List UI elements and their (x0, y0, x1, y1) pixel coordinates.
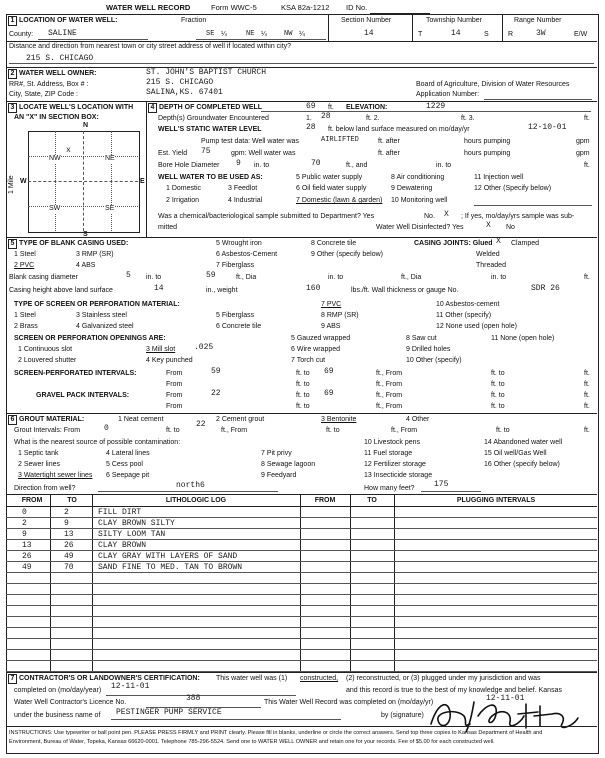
casing-pvc: 2 PVC (14, 262, 35, 269)
licence-value: 388 (186, 694, 201, 703)
form-number: Form WWC-5 (211, 3, 257, 12)
grout-ft-to-3: ft. to (496, 427, 510, 434)
completed-value: 12-11-01 (111, 682, 150, 691)
ksa-ref: KSA 82a-1212 (281, 3, 330, 12)
application-label: Application Number: (416, 91, 480, 98)
feet-value: 175 (434, 480, 449, 489)
record-text: and this record is true to the best of my knowledge and belief. Kansas (346, 687, 562, 694)
diam-ft-2: ft., Dia (401, 274, 422, 281)
openings-label: SCREEN OR PERFORATION OPENINGS ARE: (14, 335, 166, 342)
range-r: R (508, 31, 514, 38)
log-row-1-to: 2 (64, 508, 69, 517)
address-value: 215 S. CHICAGO (146, 78, 214, 87)
static-rest: ft. below land surface measured on mo/day/yr (328, 126, 470, 133)
township-t: T (418, 31, 423, 38)
scr-ft-end: ft. (584, 370, 590, 377)
cert-rest: (2) reconstructed, or (3) plugged under my jurisdiction and was (346, 675, 541, 682)
clamped-label: Clamped (511, 240, 540, 247)
elevation-value: 1229 (426, 102, 446, 111)
distance-label: Distance and direction from nearest town or city street address of well if located within city? (9, 43, 292, 50)
open-mill-slot: 3 Mill slot (146, 346, 176, 353)
log-grid-line (6, 627, 597, 628)
depth-value: 69 (306, 102, 316, 111)
gravel-ft-to-4: ft. to (491, 403, 505, 410)
log-grid-line (6, 638, 597, 639)
screen-stainless: 3 Stainless steel (76, 312, 127, 319)
screen-from: 59 (211, 367, 221, 376)
section-value: 14 (364, 29, 374, 38)
diameter-value: 5 (126, 271, 131, 280)
screen-fiberglass: 5 Fiberglass (216, 312, 255, 319)
depth-label: DEPTH OF COMPLETED WELL (159, 104, 263, 111)
use-11: 11 Injection well (474, 174, 524, 181)
section-box-label: AN "X" IN SECTION BOX: (14, 114, 99, 121)
diam-in-to-2: in. to (328, 274, 344, 281)
form-title: WATER WELL RECORD (106, 3, 191, 12)
log-row-2-from: 2 (22, 519, 27, 528)
contam-insecticide: 13 Insecticide storage (364, 472, 433, 479)
water-well-record-form (6, 4, 599, 754)
log-row-6-from: 49 (22, 563, 32, 572)
log-row-1-desc: FILL DIRT (98, 508, 142, 517)
cert-constructed: constructed, (300, 675, 339, 682)
grout-ft-to: ft. to (166, 427, 180, 434)
contam-septic: 1 Septic tank (18, 450, 59, 457)
bore-to-value: 70 (311, 159, 321, 168)
gravel-from-label-2: From (166, 403, 183, 410)
log-header-to-2: TO (367, 497, 377, 504)
casing-fiberglass: 7 Fiberglass (216, 262, 255, 269)
bore-in-to-2: in. to (436, 162, 452, 169)
screen-concrete: 6 Concrete tile (216, 323, 262, 330)
open-drilled: 9 Drilled holes (406, 346, 451, 353)
gauge-value: SDR 26 (531, 284, 560, 293)
chem-label: Was a chemical/bacteriological sample submitted to Department? Yes (158, 213, 375, 220)
yield-hours: hours pumping (464, 150, 511, 157)
log-grid-line (6, 517, 597, 518)
log-grid-line (6, 539, 597, 540)
use-2: 2 Irrigation (166, 197, 200, 204)
section-3-number: 3 (8, 103, 17, 113)
section-box (28, 131, 140, 233)
gravel-ft-end-2: ft. (584, 403, 590, 410)
yield-value: 75 (201, 147, 211, 156)
section-2-number: 2 (8, 69, 17, 79)
log-row-2-to: 9 (64, 519, 69, 528)
screen-intervals-label: SCREEN-PERFORATED INTERVALS: (14, 370, 137, 377)
screen-to: 69 (324, 367, 334, 376)
height-label: Casing height above land surface (9, 287, 113, 294)
contam-watertight: 3 Watertight sewer lines (18, 472, 93, 479)
bore-value: 9 (236, 159, 241, 168)
contam-cess: 5 Cess pool (106, 461, 143, 468)
county-label: County: (9, 31, 34, 38)
pump-hours: hours pumping (464, 138, 511, 145)
gw-end: ft. (584, 115, 590, 122)
grout-neat-cement: 1 Neat cement (118, 416, 164, 423)
weight-rest: lbs./ft. Wall thickness or gauge No. (351, 287, 459, 294)
township-s: S (484, 31, 489, 38)
grout-other: 4 Other (406, 416, 430, 423)
log-row-3-desc: SILTY LOOM TAN (98, 530, 166, 539)
screen-galvanized: 4 Galvanized steel (76, 323, 134, 330)
quadrant-se: SE (105, 205, 115, 212)
casing-concrete: 8 Concrete tile (311, 240, 357, 247)
business-label: under the business name of (14, 712, 101, 719)
signature-image (426, 694, 596, 734)
scr-ft-to-4: ft. to (491, 381, 505, 388)
screen-abs: 9 ABS (321, 323, 341, 330)
use-5: 5 Public water supply (296, 174, 363, 181)
disinfect-label: Water Well Disinfected? Yes (376, 224, 464, 231)
casing-other: 9 Other (specify below) (311, 251, 383, 258)
compass-s: S (83, 231, 88, 238)
scr-ft-to-2: ft. to (491, 370, 505, 377)
casing-abs: 4 ABS (76, 262, 96, 269)
quadrant-nw: NW (49, 155, 61, 162)
log-row-3-to: 13 (64, 530, 74, 539)
weight-value: 160 (306, 284, 321, 293)
gw-3-label: ft. 3. (461, 115, 475, 122)
groundwater-value: 28 (321, 112, 331, 121)
grout-ft-from: ft., From (221, 427, 248, 434)
log-row-5-from: 26 (22, 552, 32, 561)
chem-no: No. (424, 213, 435, 220)
open-other: 10 Other (specify) (406, 357, 462, 364)
log-row-4-to: 26 (64, 541, 74, 550)
log-row-4-from: 13 (22, 541, 32, 550)
board-label: Board of Agriculture, Division of Water Resources (416, 81, 570, 88)
open-key-punched: 4 Key punched (146, 357, 193, 364)
open-none: 11 None (open hole) (491, 335, 555, 342)
cert-text: This water well was (1) (216, 675, 288, 682)
instructions-line-2: Environment, Bureau of Water, Topeka, Kansas 66620-0001. Telephone 785-296-5524. Send one to WATER WELL OWNER and retain one for your records. Fee of $5.00 for each constructed well. (9, 739, 495, 745)
location-x-mark: x (66, 146, 71, 155)
gravel-ft-to: ft. to (296, 392, 310, 399)
diam-in-to: in. to (146, 274, 162, 281)
log-row-5-to: 49 (64, 552, 74, 561)
fraction-2: NE (246, 30, 255, 38)
city-label: City, State, ZIP Code : (9, 91, 78, 98)
height-rest: in., weight (206, 287, 238, 294)
joints-label: CASING JOINTS: Glued (414, 240, 493, 247)
fraction-1: SE (206, 30, 215, 38)
disinfect-x: X (486, 221, 491, 230)
business-value: PESTINGER PUMP SERVICE (116, 708, 222, 717)
gravel-from-label: From (166, 392, 183, 399)
scr-ft-end-2: ft. (584, 381, 590, 388)
range-label: Range Number (514, 17, 562, 24)
gravel-ft-from-2: ft., From (376, 403, 403, 410)
log-grid-line (6, 583, 597, 584)
pump-gpm: gpm (576, 138, 590, 145)
screen-steel: 1 Steel (14, 312, 36, 319)
distance-value: 215 S. CHICAGO (26, 54, 94, 63)
grout-ft-to-2: ft. to (326, 427, 340, 434)
gravel-ft-to-2: ft. to (491, 392, 505, 399)
section-4-number: 4 (148, 103, 157, 113)
pump-after: ft. after (378, 138, 400, 145)
pump-label: Pump test data: Well water was (201, 138, 299, 145)
gravel-ft-to-3: ft. to (296, 403, 310, 410)
height-value: 14 (154, 284, 164, 293)
contam-sewer: 2 Sewer lines (18, 461, 61, 468)
screen-pvc: 7 PVC (321, 301, 342, 308)
quadrant-ne: NE (105, 155, 115, 162)
gravel-ft-from: ft., From (376, 392, 403, 399)
open-continuous: 1 Continuous slot (18, 346, 73, 353)
licence-label: Water Well Contractor's Licence No. (14, 699, 127, 706)
owner-value: ST. JOHN'S BAPTIST CHURCH (146, 68, 267, 77)
log-row-3-from: 9 (22, 530, 27, 539)
screen-rmp: 8 RMP (SR) (321, 312, 359, 319)
log-grid-line (6, 572, 597, 573)
casing-steel: 1 Steel (14, 251, 36, 258)
grout-from: 0 (104, 424, 109, 433)
log-header-from: FROM (21, 497, 43, 504)
direction-value: north6 (176, 481, 205, 490)
location-label: LOCATION OF WATER WELL: (19, 17, 118, 24)
bore-rest: ft., and (346, 162, 368, 169)
section-number-label: Section Number (341, 17, 392, 24)
quarter-1: ¼ (221, 31, 227, 38)
section-5-number: 5 (8, 239, 17, 249)
log-grid-line (6, 605, 597, 606)
contam-abandoned: 14 Abandoned water well (484, 439, 563, 446)
screen-other: 11 Other (specify) (436, 312, 492, 319)
contam-livestock: 10 Livestock pens (364, 439, 421, 446)
county-value: SALINE (48, 29, 77, 38)
open-torch: 7 Torch cut (291, 357, 326, 364)
contam-label: What is the nearest source of possible contamination: (14, 439, 181, 446)
scr-ft-to-3: ft. to (296, 381, 310, 388)
groundwater-label: Depth(s) Groundwater Encountered (158, 115, 269, 122)
screen-type-label: TYPE OF SCREEN OR PERFORATION MATERIAL: (14, 301, 180, 308)
compass-w: W (20, 178, 27, 185)
log-row-1-from: 0 (22, 508, 27, 517)
open-louvered: 2 Louvered shutter (18, 357, 77, 364)
use-7: 7 Domestic (lawn & garden) (296, 197, 383, 204)
quadrant-sw: SW (49, 205, 61, 212)
open-wire: 6 Wire wrapped (291, 346, 341, 353)
threaded-label: Threaded (476, 262, 506, 269)
address-label: RR#, St. Address, Box # : (9, 81, 89, 88)
static-date: 12-10-01 (528, 123, 567, 132)
contam-other: 16 Other (specify below) (484, 461, 560, 468)
static-value: 28 (306, 123, 316, 132)
gravel-label: GRAVEL PACK INTERVALS: (36, 392, 130, 399)
log-grid-line (6, 594, 597, 595)
diameter-to: 59 (206, 271, 216, 280)
contam-lagoon: 8 Sewage lagoon (261, 461, 316, 468)
cert-label: CONTRACTOR'S OR LANDOWNER'S CERTIFICATION: (19, 675, 200, 682)
owner-label: WATER WELL OWNER: (19, 70, 97, 77)
diam-rest: ft., Dia (236, 274, 257, 281)
contam-pit-privy: 7 Pit privy (261, 450, 292, 457)
chem-submitted: mitted (158, 224, 178, 231)
joints-x: X (496, 237, 501, 246)
disinfect-no: No (506, 224, 515, 231)
contam-seepage: 6 Seepage pit (106, 472, 150, 479)
range-value: 3W (536, 29, 546, 38)
screen-none: 12 None used (open hole) (436, 323, 517, 330)
gravel-ft-end: ft. (584, 392, 590, 399)
use-4: 4 Industrial (228, 197, 263, 204)
elevation-label: ELEVATION: (346, 104, 388, 111)
quarter-2: ¼ (261, 31, 267, 38)
scr-ft-from-2: ft., From (376, 381, 403, 388)
use-3: 3 Feedlot (228, 185, 258, 192)
casing-asbestos: 6 Asbestos-Cement (216, 251, 278, 258)
log-grid-line (6, 550, 597, 551)
log-row-5-desc: CLAY GRAY WITH LAYERS OF SAND (98, 552, 238, 561)
contam-oil-gas: 15 Oil well/Gas Well (484, 450, 547, 457)
quarter-3: ¼ (299, 31, 305, 38)
contam-lateral: 4 Lateral lines (106, 450, 150, 457)
scr-ft-to: ft. to (296, 370, 310, 377)
yield-after: ft. after (378, 150, 400, 157)
static-label: WELL'S STATIC WATER LEVEL (158, 126, 262, 133)
yield-label: Est. Yield (158, 150, 188, 157)
screen-brass: 2 Brass (14, 323, 38, 330)
gw-1-label: 1. (306, 115, 312, 122)
grout-bentonite: 3 Bentonite (321, 416, 357, 423)
log-row-4-desc: CLAY BROWN (98, 541, 147, 550)
log-header-from-2: FROM (314, 497, 336, 504)
scr-from-label: From (166, 370, 183, 377)
log-header-lithologic: LITHOLOGIC LOG (165, 497, 227, 504)
licence-rest: This Water Well Record was completed on (mo/day/yr) (264, 699, 434, 706)
grout-ft-end: ft. (584, 427, 590, 434)
section-6-number: 6 (8, 415, 17, 425)
casing-label: TYPE OF BLANK CASING USED: (19, 240, 129, 247)
township-label: Township Number (426, 17, 483, 24)
gw-2-label: ft. 2. (366, 115, 380, 122)
contam-fertilizer: 12 Fertilizer storage (364, 461, 426, 468)
instructions-line-1: INSTRUCTIONS: Use typewriter or ball point pen. PLEASE PRESS FIRMLY and PRINT clearly. Please fill in blanks, underline or circle the correct answers. Send top three copies to Kansas Department of Health and (9, 730, 543, 736)
log-grid-line (6, 561, 597, 562)
id-label: ID No. (346, 3, 368, 12)
log-row-2-desc: CLAY BROWN SILTY (98, 519, 175, 528)
compass-n: N (83, 122, 89, 129)
grout-cement: 2 Cement grout (216, 416, 265, 423)
mile-label: 1 Mile (8, 175, 15, 194)
direction-label: Direction from well? (14, 485, 76, 492)
casing-wrought-iron: 5 Wrought iron (216, 240, 262, 247)
open-saw: 8 Saw cut (406, 335, 437, 342)
bore-in-to: in. to (254, 162, 270, 169)
scr-ft-from: ft., From (376, 370, 403, 377)
log-grid-line (6, 660, 597, 661)
use-1: 1 Domestic (166, 185, 202, 192)
fraction-3: NW (284, 30, 293, 38)
use-10: 10 Monitoring well (391, 197, 448, 204)
grout-intervals-label: Grout Intervals: From (14, 427, 81, 434)
casing-rmp: 3 RMP (SR) (76, 251, 114, 258)
grout-to: 22 (196, 420, 206, 429)
log-header-plugging: PLUGGING INTERVALS (456, 497, 536, 504)
section-1-number: 1 (8, 16, 17, 26)
section-7-number: 7 (8, 674, 17, 684)
city-value: SALINA,KS. 67401 (146, 88, 223, 97)
gravel-from: 22 (211, 389, 221, 398)
pump-value: AIRLIFTED (321, 136, 359, 144)
bore-label: Bore Hole Diameter (158, 162, 220, 169)
bore-ft-end: ft. (584, 162, 590, 169)
contam-feedyard: 9 Feedyard (261, 472, 297, 479)
depth-ft: ft. (328, 104, 334, 111)
log-header-to: TO (67, 497, 77, 504)
locate-label: LOCATE WELL'S LOCATION WITH (19, 104, 134, 111)
log-grid-line (6, 649, 597, 650)
open-gauzed: 5 Gauzed wrapped (291, 335, 351, 342)
use-8: 8 Air conditioning (391, 174, 445, 181)
log-row-6-desc: SAND FINE TO MED. TAN TO BROWN (98, 563, 243, 572)
signature-label: by (signature) (381, 712, 424, 719)
range-ew: E/W (574, 31, 588, 38)
grout-ft-from-2: ft., From (391, 427, 418, 434)
compass-e: E (140, 178, 145, 185)
log-row-6-to: 70 (64, 563, 74, 572)
diam-ft-3: ft. (584, 274, 590, 281)
record-date: 12-11-01 (486, 694, 525, 703)
yield-gpm: gpm (576, 150, 590, 157)
use-9: 9 Dewatering (391, 185, 433, 192)
use-12: 12 Other (Specify below) (474, 185, 552, 192)
log-grid-line (6, 528, 597, 529)
gravel-to: 69 (324, 389, 334, 398)
yield-rest: gpm: Well water was (231, 150, 296, 157)
log-grid-line (6, 616, 597, 617)
use-label: WELL WATER TO BE USED AS: (158, 174, 263, 181)
township-value: 14 (451, 29, 461, 38)
grout-label: GROUT MATERIAL: (19, 416, 85, 423)
feet-label: How many feet? (364, 485, 415, 492)
completed-label: completed on (mo/day/year) (14, 687, 102, 694)
diameter-label: Blank casing diameter (9, 274, 78, 281)
screen-asbestos: 10 Asbestos-cement (436, 301, 500, 308)
chem-x: X (444, 210, 449, 219)
welded-label: Welded (476, 251, 500, 258)
scr-from-label-2: From (166, 381, 183, 388)
diam-in-to-3: in. to (491, 274, 507, 281)
chem-rest: ; If yes, mo/day/yrs sample was sub- (461, 213, 575, 220)
use-6: 6 Oil field water supply (296, 185, 367, 192)
fraction-label: Fraction (181, 17, 207, 24)
contam-fuel: 11 Fuel storage (364, 450, 413, 457)
slot-value: .025 (194, 343, 214, 352)
